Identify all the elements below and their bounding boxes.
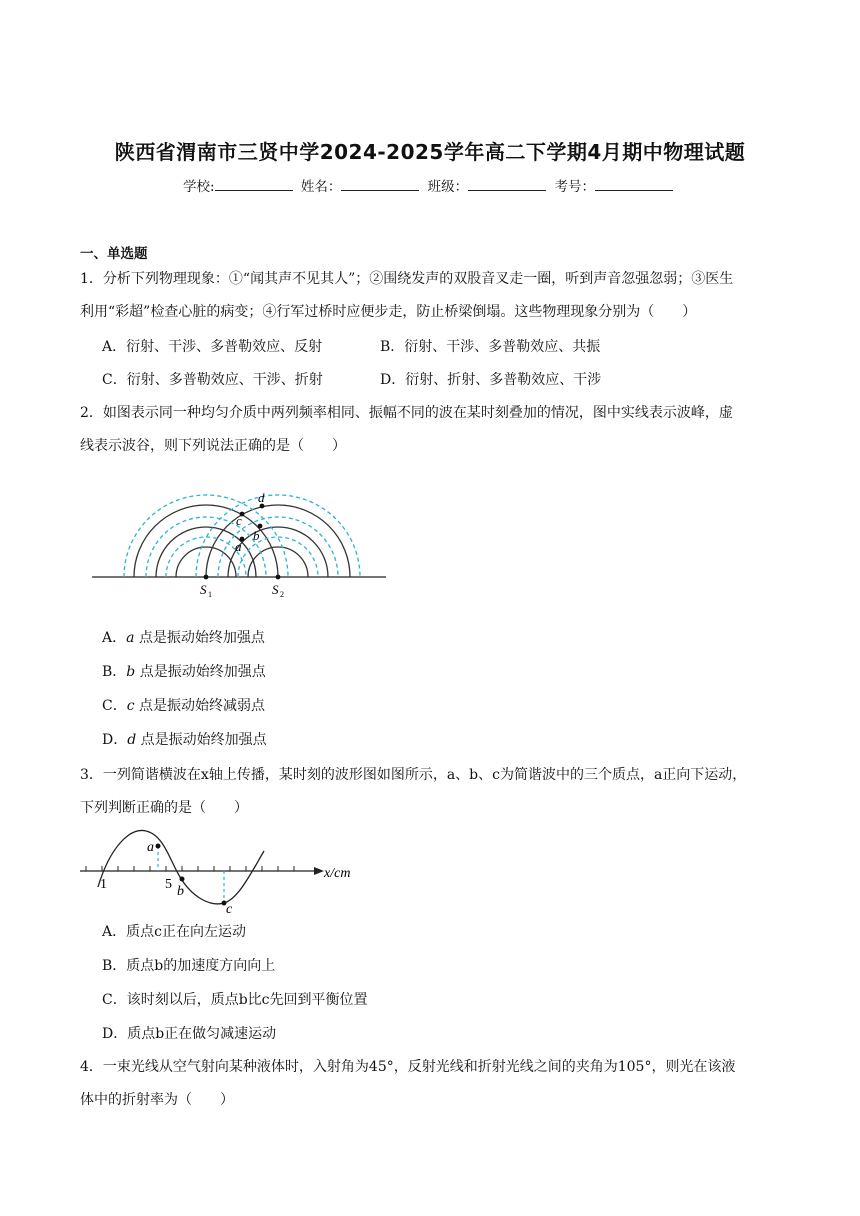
wave-point-b-dot <box>180 877 185 882</box>
field-class-blank[interactable] <box>468 178 546 191</box>
field-school-label: 学校: <box>183 179 215 195</box>
label-s1: S <box>200 582 207 597</box>
q3-option-a[interactable]: A．质点c正在向左运动 <box>102 924 246 940</box>
interference-figure <box>90 485 390 600</box>
point-s1-dot <box>204 575 209 580</box>
q2-option-a[interactable]: A．a 点是振动始终加强点 <box>102 630 265 646</box>
wave-label-a: a <box>147 840 154 855</box>
field-name-blank[interactable] <box>341 178 419 191</box>
question-3 <box>80 759 780 825</box>
q3-option-c[interactable]: C．该时刻以后，质点b比c先回到平衡位置 <box>102 992 368 1008</box>
wave-label-b: b <box>177 884 184 899</box>
q2-option-d[interactable]: D．d 点是振动始终加强点 <box>102 732 267 748</box>
question-1-line2: 利用“彩超”检查心脏的病变；④行军过桥时应便步走，防止桥梁倒塌。这些物理现象分别为（ ） <box>80 304 697 320</box>
label-s2-sub: 2 <box>280 590 284 599</box>
label-s2: S <box>272 582 279 597</box>
question-1 <box>80 263 780 329</box>
label-b: b <box>253 528 260 543</box>
student-info-line <box>0 175 860 195</box>
field-class-label: 班级： <box>427 179 469 195</box>
wave-tick-5: 5 <box>165 877 172 892</box>
q2-option-b[interactable]: B．b 点是振动始终加强点 <box>102 664 266 680</box>
q3-option-d[interactable]: D．质点b正在做匀减速运动 <box>102 1026 277 1042</box>
question-3-line1: 3．一列简谐横波在x轴上传播，某时刻的波形图如图所示，a、b、c为简谐波中的三个质点，a正向下运动， <box>80 767 747 783</box>
question-3-line2: 下列判断正确的是（ ） <box>80 800 248 816</box>
field-name-label: 姓名： <box>300 179 342 195</box>
q2-option-c[interactable]: C．c 点是振动始终减弱点 <box>102 698 266 714</box>
question-4-line1: 4．一束光线从空气射向某种液体时，入射角为45°，反射光线和折射光线之间的夹角为105°，则光在该液 <box>80 1059 736 1075</box>
field-id-blank[interactable] <box>595 178 673 191</box>
question-4-line2: 体中的折射率为（ ） <box>80 1092 234 1108</box>
q1-option-b[interactable]: B．衍射、干涉、多普勒效应、共振 <box>380 339 601 355</box>
question-1-line1: 1．分析下列物理现象：①“闻其声不见其人”；②围绕发声的双股音叉走一圈，听到声音忽强忽弱；③医生 <box>80 271 734 287</box>
section-heading: 一、单选题 <box>80 246 148 262</box>
label-c: c <box>236 513 242 528</box>
label-d: d <box>258 490 265 505</box>
point-s2-dot <box>276 575 281 580</box>
label-a: a <box>235 539 242 554</box>
field-school-blank[interactable] <box>215 178 293 191</box>
question-2-line2: 线表示波谷，则下列说法正确的是（ ） <box>80 438 346 454</box>
question-2-line1: 2．如图表示同一种均匀介质中两列频率相同、振幅不同的波在某时刻叠加的情况，图中实线表示波峰，虚 <box>80 405 733 421</box>
label-s1-sub: 1 <box>208 590 212 599</box>
q3-option-b[interactable]: B．质点b的加速度方向向上 <box>102 958 276 974</box>
question-2 <box>80 397 780 463</box>
wave-point-a-dot <box>156 844 161 849</box>
wave-label-c: c <box>226 902 233 915</box>
page-title: 陕西省渭南市三贤中学2024-2025学年高二下学期4月期中物理试题 <box>114 140 746 164</box>
q1-option-c[interactable]: C．衍射、多普勒效应、干涉、折射 <box>102 372 323 388</box>
wave-tick-1: 1 <box>100 877 107 892</box>
q1-option-a[interactable]: A．衍射、干涉、多普勒效应、反射 <box>102 339 323 355</box>
q1-option-d[interactable]: D．衍射、折射、多普勒效应、干涉 <box>380 372 602 388</box>
wave-figure <box>78 825 368 915</box>
question-4 <box>80 1051 780 1117</box>
field-id-label: 考号： <box>554 179 595 195</box>
wave-axis-label: x/cm <box>324 866 351 881</box>
